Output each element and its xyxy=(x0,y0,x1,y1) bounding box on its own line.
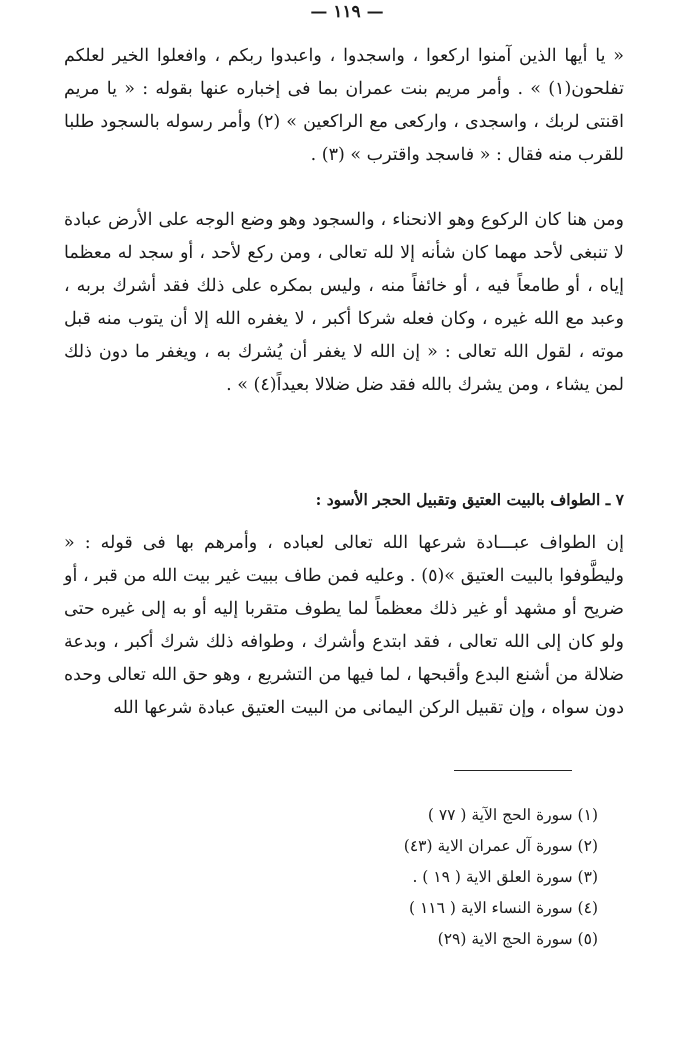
section-heading: ٧ ـ الطواف بالبيت العتيق وتقبيل الحجر الأسود : xyxy=(315,490,624,509)
paragraph-text: ومن هنا كان الركوع وهو الانحناء ، والسجود وهو وضع الوجه على الأرض عبادة لا تنبغى لأحد مهما كان شأنه إلا لله تعالى ، ومن ركع لأحد ، أو سجد له معظما إياه ، أو طامعاً فيه ، أو خائفاً منه ، وليس بمكره على ذلك فقد أشرك بربه ، وعبد مع الله غيره ، وكان فعله شركا أكبر ، لا يغفره الله إلا أن يتوب منه قبل موته ، لقول الله تعالى : « إن الله لا يغفر أن يُشرك به ، ويغفر ما دون ذلك لمن يشاء ، ومن يشرك بالله فقد ضل ضلالا بعيداً(٤) » . xyxy=(64,210,624,395)
paragraph-1 xyxy=(64,40,624,172)
footnote-item: (٤) سورة النساء الاية ( ١١٦ ) xyxy=(408,899,598,917)
paragraph-2 xyxy=(64,204,624,402)
footnote-item: (٢) سورة آل عمران الاية (٤٣) xyxy=(403,837,598,855)
page-number: — ١١٩ — xyxy=(310,2,384,22)
paragraph-text: إن الطواف عبـــادة شرعها الله تعالى لعباده ، وأمرهم بها فى قوله : « وليطَّوفوا بالبيت العتيق »(٥) . وعليه فمن طاف ببيت غير بيت الله من قبر ، أو ضريح أو مشهد أو غير ذلك معظماً لما يطوف متقربا إليه أو به إلى غيره حتى ولو كان إلى الله تعالى ، فقد ابتدع وأشرك ، وطوافه ذلك شرك أكبر ، وبدعة ضلالة من أشنع البدع وأقبحها ، لما فيها من التشريع ، وهو حق الله تعالى وحده دون سواه ، وإن تقبيل الركن اليمانى من البيت العتيق عبادة شرعها الله xyxy=(64,533,624,718)
paragraph-text: « يا أيها الذين آمنوا اركعوا ، واسجدوا ، واعبدوا ربكم ، وافعلوا الخير لعلكم تفلحون(١) » . وأمر مريم بنت عمران بما فى إخباره عنها بقوله : « يا مريم اقنتى لربك ، واسجدى ، واركعى مع الراكعين » (٢) وأمر رسوله بالسجود طلبا للقرب منه فقال : « فاسجد واقترب » (٣) . xyxy=(64,46,624,165)
footnotes-list xyxy=(338,800,598,955)
footnote-item: (٣) سورة العلق الاية ( ١٩ ) . xyxy=(412,868,598,886)
footnote-divider xyxy=(454,770,572,771)
paragraph-3 xyxy=(64,527,624,725)
footnote-item: (٥) سورة الحج الاية (٢٩) xyxy=(437,930,598,948)
footnote-item: (١) سورة الحج الآية ( ٧٧ ) xyxy=(427,806,598,824)
